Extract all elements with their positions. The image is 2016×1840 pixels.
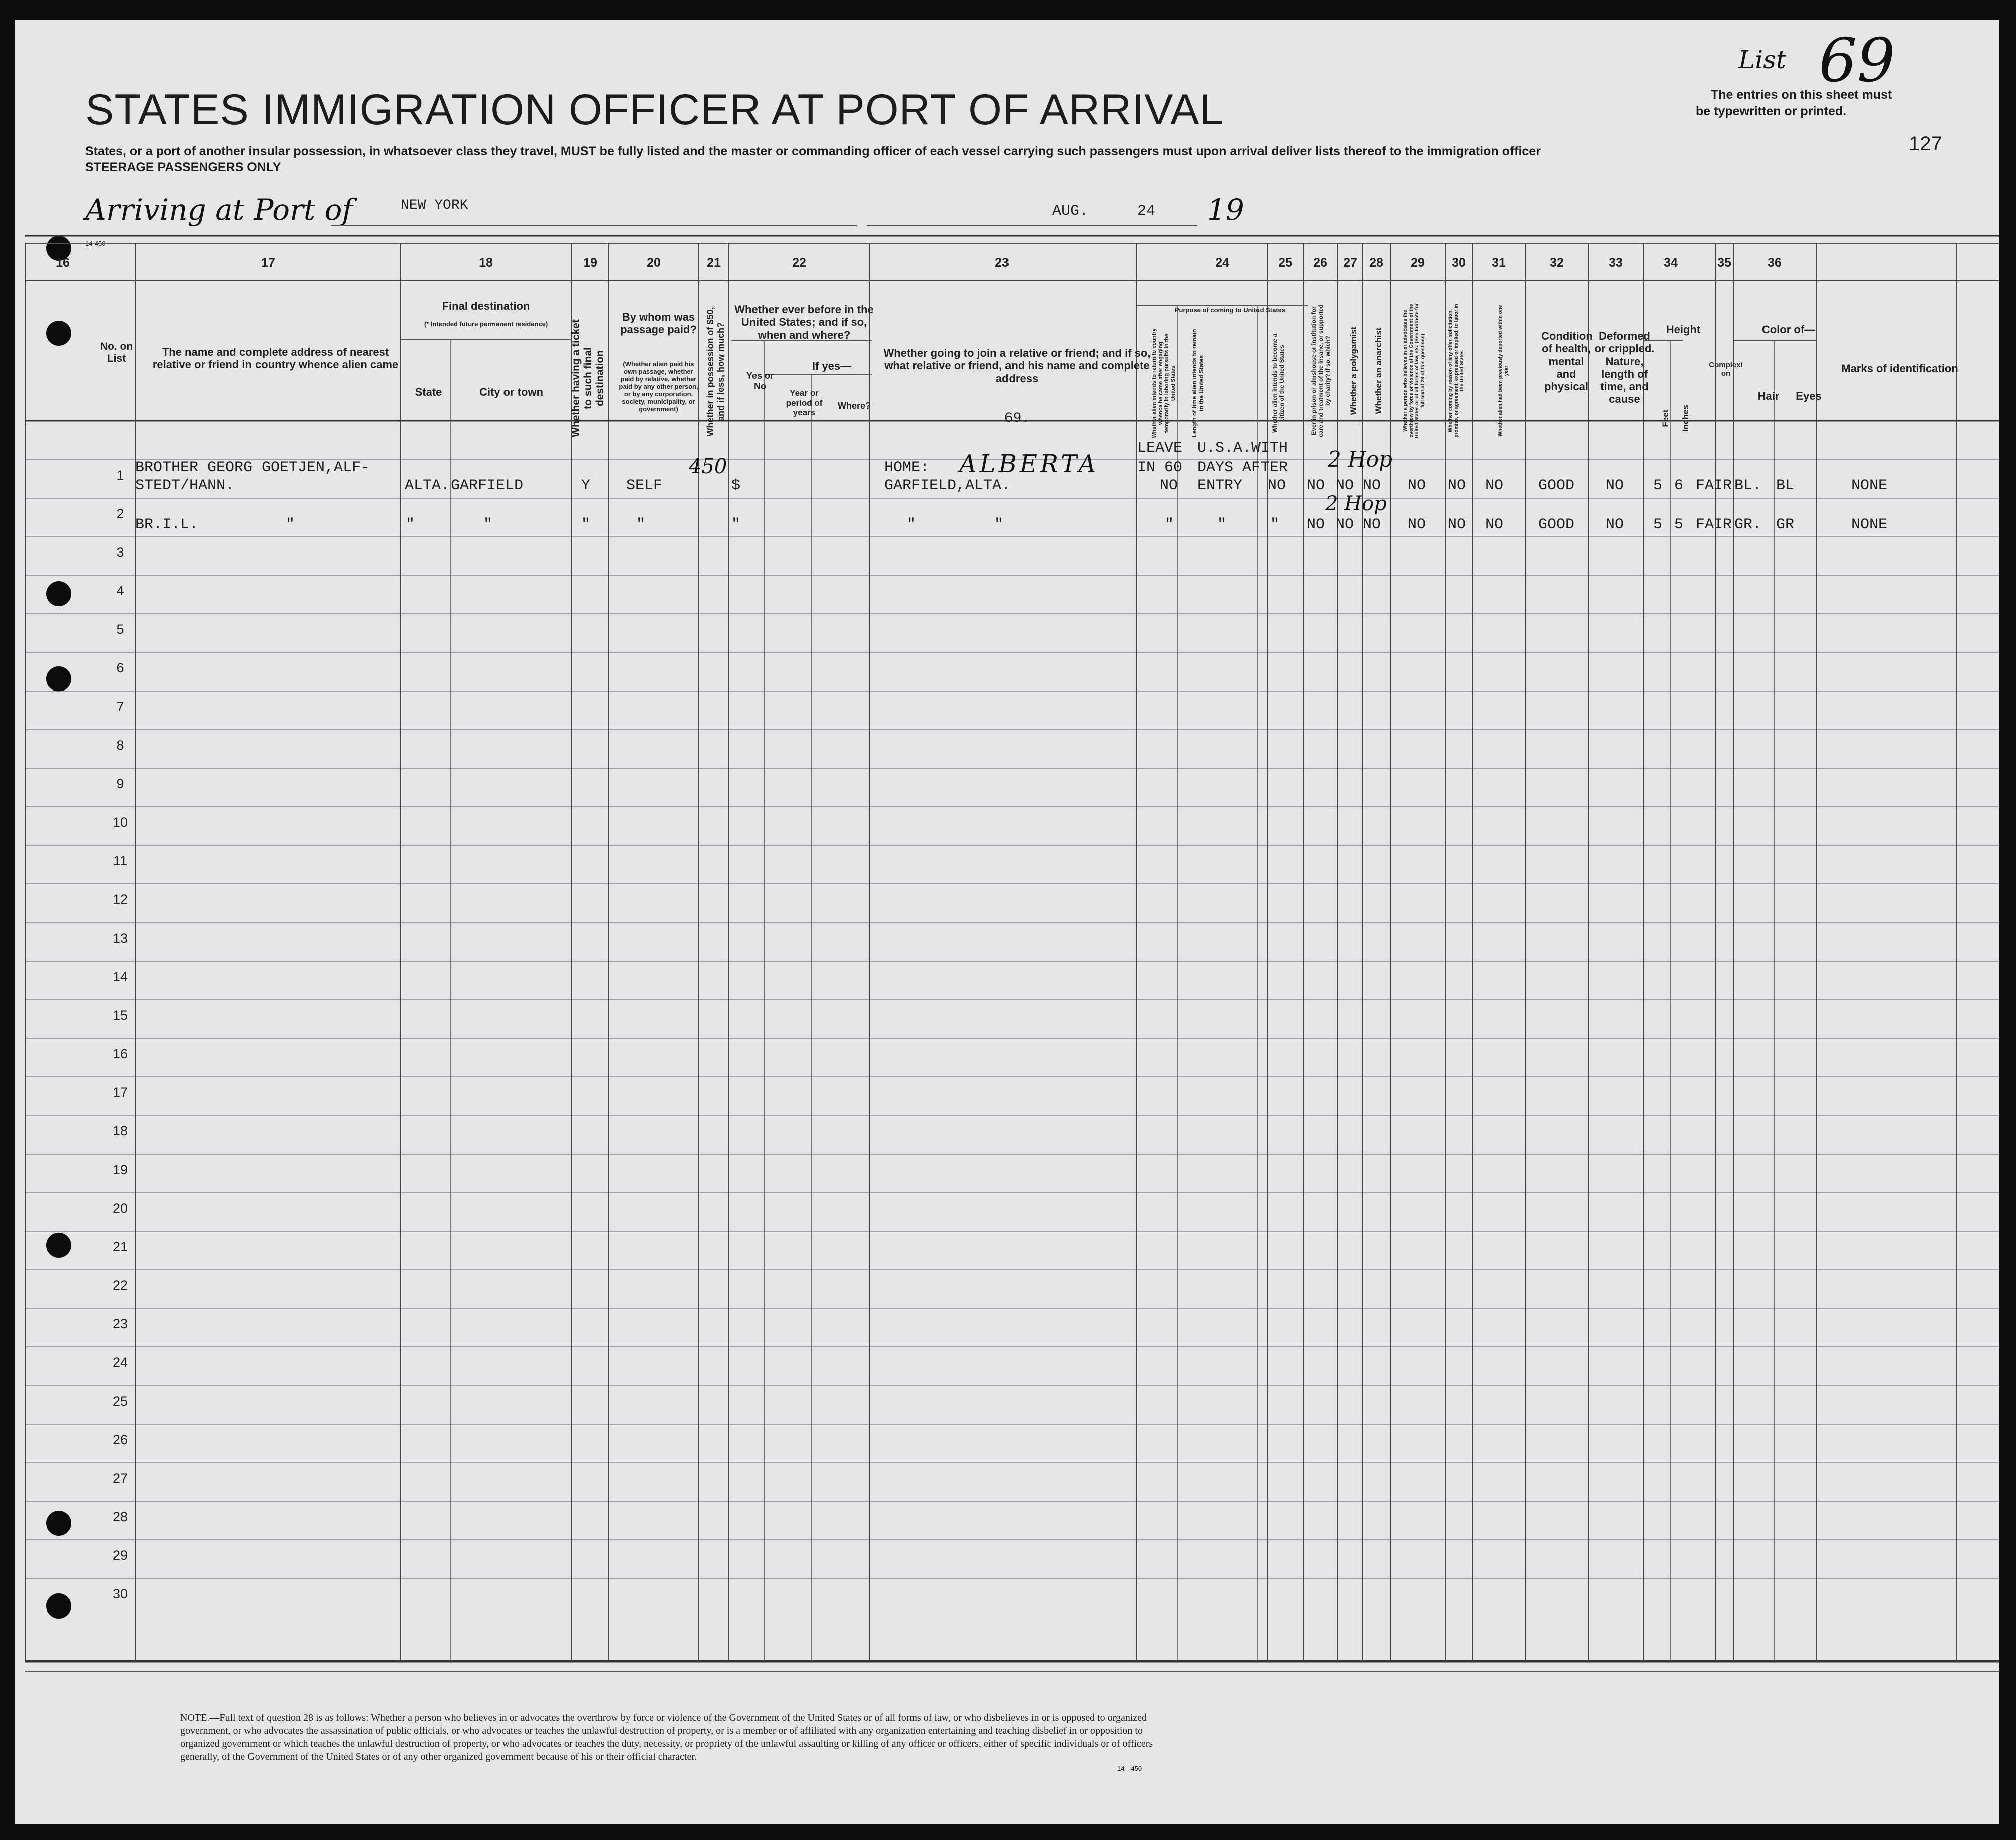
column-number-23: 23 [995,256,1009,270]
row1-purpose-1b: IN 60 [1137,459,1183,476]
col-23-header: Whether going to join a relative or friend; and if so, what relative or friend, and his name and complete address [883,347,1151,385]
row1-deformed: NO [1606,477,1624,494]
row-number: 8 [116,738,124,753]
entries-note-2: be typewritten or printed. [1696,104,1847,118]
row1-join-line2: GARFIELD,ALTA. [884,477,1011,494]
row1-join-handwritten: ALBERTA [959,450,1099,478]
row1-prison: NO [1307,477,1325,494]
row1-relative-line2: STEDT/HANN. [135,477,235,494]
row1-hand-note: 2 Hop [1328,447,1392,472]
col-22-header: Whether ever before in the United States; and if so, when and where? [734,303,874,341]
row-number: 3 [116,545,124,560]
col-30-header: Whether alien had been previously deported within one year [1498,305,1509,437]
row1-inches: 6 [1674,477,1684,494]
row2-relative: BR.I.L. [135,516,199,533]
col-18-header: Final destination [442,300,530,312]
row1-deported: NO [1485,477,1504,494]
row-number: 2 [116,506,124,521]
arrival-month: AUG. [1052,203,1089,220]
row-number: 1 [116,468,124,483]
row1-purpose-2a: U.S.A.WITH [1197,440,1288,457]
row-number: 13 [112,931,128,946]
arriving-label: Arriving at Port of [85,193,353,227]
form-code: 14-450 [85,240,106,247]
manifest-grid [15,20,1999,1824]
row-number: 7 [116,699,124,714]
row1-paid-by: SELF [626,477,663,494]
row-number: 20 [112,1201,128,1216]
row2-q29: NO [1448,516,1466,533]
col-27-header: Whether an anarchist [1374,327,1383,414]
row2-citizen: " [1270,516,1280,533]
row1-state: ALTA. [405,477,450,494]
page-title: STATES IMMIGRATION OFFICER AT PORT OF ARRIVAL [85,86,1224,134]
col-34-header: Complexion [1709,361,1743,378]
col-35-eyes: Eyes [1796,390,1822,402]
col-31-header: Condition of health, mental and physical [1541,330,1593,393]
row2-join-1: " [907,516,916,533]
row-number: 19 [112,1162,128,1177]
row1-health: GOOD [1538,477,1575,494]
row1-marks: NONE [1851,477,1888,494]
row1-citizen: NO [1268,477,1286,494]
col-32-header: Deformed or crippled. Nature, length of time, and cause [1594,330,1655,406]
page-subtitle: States, or a port of another insular possession, in whatsoever class they travel, MUST be fully listed and the master or commanding officer of each vessel carrying such passengers must upon arrival deliver lists thereof to the immigration officer [85,144,1541,158]
row2-purpose-2: " [1217,516,1227,533]
passenger-class: STEERAGE PASSENGERS ONLY [85,160,281,174]
row2-ticket: " [581,516,591,533]
col-18-city: City or town [479,386,544,398]
col-28-header: Whether a person who believes in or advocates the overthrow by force or violence of the Government of the United States or of all forms of law, etc. (See footnote for full text of 28 of this questions) [1403,303,1426,438]
col-22-yesno: Yes or No [746,371,774,391]
row-number: 23 [112,1316,128,1331]
col-36-header: Marks of identification [1841,362,1958,375]
column-number-35: 35 [1717,256,1731,270]
port-name: NEW YORK [401,198,468,213]
row1-purpose-1a: LEAVE [1137,440,1183,457]
column-number-28: 28 [1369,256,1383,270]
row-number: 16 [112,1046,128,1061]
row-number: 26 [112,1432,128,1447]
col-35-hair: Hair [1757,390,1780,402]
row2-hand-note: 2 Hop [1325,492,1387,515]
column-number-29: 29 [1411,256,1425,270]
column-number-25: 25 [1278,256,1292,270]
row1-eyes: BL [1776,477,1795,494]
col-22-year: Year or period of years [786,388,823,418]
row2-relative-ditto: " [286,516,295,533]
footnote: NOTE.—Full text of question 28 is as follows: Whether a person who believes in or advocates the overthrow by force or violence of the Government of the United States or of all forms of law, or who disbelieves in or is opposed to organized government, or who advocates the assassination of public officials, or who advocates or teaches the unlawful destruction of property, or is a member or of affiliated with any organization entertaining and teaching disbelief in or opposition to organized government or which teaches the unlawful destruction of property, or who advocates or teaches the duty, necessity, or propriety of the unlawful assaulting or killing of any officer or officers, either of specific individuals or of officers generally, of the Government of the United States or of any other organized government because of his or their official character. [180,1712,1153,1762]
column-number-17: 17 [261,256,275,270]
row1-q29: NO [1448,477,1466,494]
row-number: 4 [116,583,124,598]
row2-feet: 5 [1653,516,1663,533]
col-33-inches: Inches [1681,405,1690,432]
row1-join-line1: HOME: [884,459,930,476]
col-24-header: Purpose of coming to United States [1174,306,1286,314]
col-24-sub-return: Whether alien intends to return to country whence he came after engaging temporarily in laboring pursuits in the United States [1151,328,1176,438]
list-label: List [1738,45,1786,74]
column-number-36: 36 [1768,256,1782,270]
row-number: 29 [112,1548,128,1563]
col-18-state: State [415,386,442,398]
column-number-21: 21 [707,256,721,270]
row-number: 15 [112,1008,128,1023]
col-23-extra: 69. [1004,411,1030,426]
page-number: 127 [1909,133,1942,155]
row2-money: " [731,516,741,533]
row-number: 14 [112,969,128,984]
row1-feet: 5 [1653,477,1663,494]
column-number-33: 33 [1609,256,1623,270]
col-22-ifyes: If yes— [812,360,852,372]
column-number-24: 24 [1215,256,1229,270]
col-33-header: Height [1666,323,1701,336]
column-number-26: 26 [1313,256,1327,270]
row-number: 6 [116,660,124,675]
row2-anarchist: NO [1363,516,1381,533]
column-number-22: 22 [792,256,806,270]
manifest-sheet [15,20,1999,1824]
column-number-27: 27 [1343,256,1357,270]
row1-q28: NO [1408,477,1426,494]
row-number: 24 [112,1355,128,1370]
row1-ticket: Y [581,477,591,494]
row-number: 21 [112,1239,128,1254]
col-25-header: Ever in prison or almshouse or institution for care and treatment of the insane, or supported by charity? If so, which? [1310,304,1331,437]
row1-money-handwritten: 450 [689,455,727,478]
col-20-header: By whom was passage paid? [620,311,697,336]
col-33-feet: Feet [1661,409,1670,427]
row2-state: " [406,516,415,533]
column-number-18: 18 [479,256,493,270]
row-number: 25 [112,1394,128,1409]
row1-money: $ [731,477,741,494]
col-26-header: Whether a polygamist [1349,326,1358,415]
col-19-header: Whether having a ticket to such final destination [570,319,606,437]
column-number-20: 20 [647,256,661,270]
row-number: 5 [116,622,124,637]
col-24-sub-length: Length of time alien intends to remain in the United States [1191,329,1205,438]
entries-note-1: The entries on this sheet must [1711,88,1892,102]
column-number-19: 19 [583,256,597,270]
column-number-31: 31 [1492,256,1506,270]
row2-join-2: " [994,516,1004,533]
col-17-header: The name and complete address of nearest relative or friend in country whence alien came [152,346,399,371]
row-number: 18 [112,1123,128,1138]
row2-q28: NO [1408,516,1426,533]
row2-marks: NONE [1851,516,1888,533]
row1-purpose-2b: DAYS AFTER [1197,459,1288,476]
row-number: 12 [112,892,128,907]
row1-purpose-2c: ENTRY [1197,477,1243,494]
row-number: 11 [113,853,128,868]
row-number: 30 [112,1586,128,1601]
row-number: 10 [112,815,128,830]
row2-hair: GR. [1734,516,1762,533]
col-16-header: No. on List [100,341,133,365]
row2-prison: NO [1307,516,1325,533]
row1-anarchist: NO [1363,477,1381,494]
row2-deformed: NO [1606,516,1624,533]
arrival-day: 24 [1137,203,1156,220]
col-29-header: Whether coming by reason of any offer, solicitation, promise, or agreement, expressed or implied, to labor in the United States [1448,304,1465,438]
row2-city: " [483,516,493,533]
col-35-header: Color of— [1761,323,1816,336]
row1-relative-line1: BROTHER GEORG GOETJEN,ALF- [135,459,370,476]
col-22-where: Where? [837,401,871,411]
row2-paid-by: " [636,516,646,533]
row-number: 17 [112,1085,128,1100]
row-number: 27 [112,1471,128,1486]
row2-purpose-1: " [1165,516,1174,533]
row-number: 22 [112,1278,128,1293]
row2-inches: 5 [1674,516,1684,533]
list-number: 69 [1819,26,1895,96]
col-21-header: Whether in possession of $50, and if less, how much? [705,307,726,437]
footnote-code: 14—450 [1117,1765,1142,1772]
row-number: 9 [116,776,124,791]
row1-city: GARFIELD [451,477,524,494]
row2-polygamist: NO [1336,516,1354,533]
row2-health: GOOD [1538,516,1575,533]
row1-polygamist: NO [1336,477,1354,494]
col-24-sub-citizen: Whether alien intends to become a citizen of the United States [1271,333,1285,433]
column-number-34: 34 [1664,256,1678,270]
row1-hair: BL. [1734,477,1762,494]
col-18-note: (* Intended future permanent residence) [424,320,548,328]
row-number: 28 [112,1509,128,1524]
arrival-year: 19 [1207,193,1244,227]
column-number-30: 30 [1452,256,1466,270]
column-number-16: 16 [56,256,70,270]
col-20-note: (Whether alien paid his own passage, whether paid by relative, whether paid by any other person, or by any corporation, society, municipality, or government) [619,360,698,413]
row2-complexion: FAIR [1696,516,1732,533]
row2-eyes: GR [1776,516,1795,533]
row2-deported: NO [1485,516,1504,533]
column-number-32: 32 [1550,256,1564,270]
row1-purpose-1c: NO [1160,477,1178,494]
row1-complexion: FAIR [1696,477,1732,494]
